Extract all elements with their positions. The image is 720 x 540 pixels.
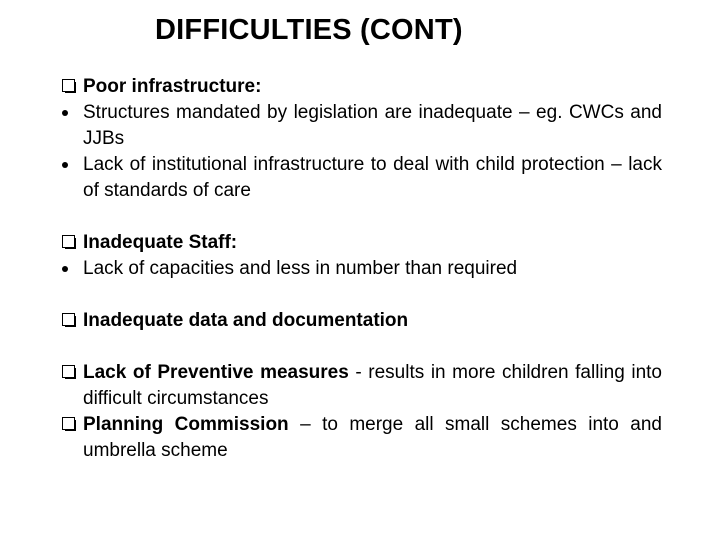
bullet-text: Structures mandated by legislation are inadequate – eg. CWCs and JJBs [83, 102, 662, 149]
heading-poor-infrastructure: Poor infrastructure: [83, 76, 262, 97]
list-item-poor-infrastructure [62, 74, 662, 100]
list-item-structures [62, 100, 662, 152]
bullet-dot-icon [62, 152, 75, 165]
spacer [62, 282, 662, 308]
list-item-institutional [62, 152, 662, 204]
checkbox-bullet-icon [62, 365, 75, 378]
heading-inadequate-data: Inadequate data and documentation [83, 310, 409, 331]
preventive-text: - results in more children falling into difficult circumstances [83, 362, 662, 409]
list-item-preventive [62, 360, 662, 412]
spacer [62, 204, 662, 230]
list-item-inadequate-staff [62, 230, 662, 256]
spacer [62, 334, 662, 360]
bullet-text: Lack of capacities and less in number than required [83, 258, 518, 279]
bullet-dot-icon [62, 100, 75, 113]
bullet-text: Lack of institutional infrastructure to deal with child protection – lack of standards of care [83, 154, 662, 201]
heading-preventive: Lack of Preventive measures [83, 362, 349, 383]
slide-content [62, 74, 662, 464]
list-item-planning [62, 412, 662, 464]
planning-text: – to merge all small schemes into and umbrella scheme [83, 414, 662, 461]
checkbox-bullet-icon [62, 235, 75, 248]
slide-title: DIFFICULTIES (CONT) [155, 14, 463, 46]
bullet-dot-icon [62, 256, 75, 269]
heading-inadequate-staff: Inadequate Staff: [83, 232, 238, 253]
checkbox-bullet-icon [62, 417, 75, 430]
checkbox-bullet-icon [62, 79, 75, 92]
heading-planning: Planning Commission [83, 414, 289, 435]
list-item-inadequate-data [62, 308, 662, 334]
checkbox-bullet-icon [62, 313, 75, 326]
list-item-capacities [62, 256, 662, 282]
